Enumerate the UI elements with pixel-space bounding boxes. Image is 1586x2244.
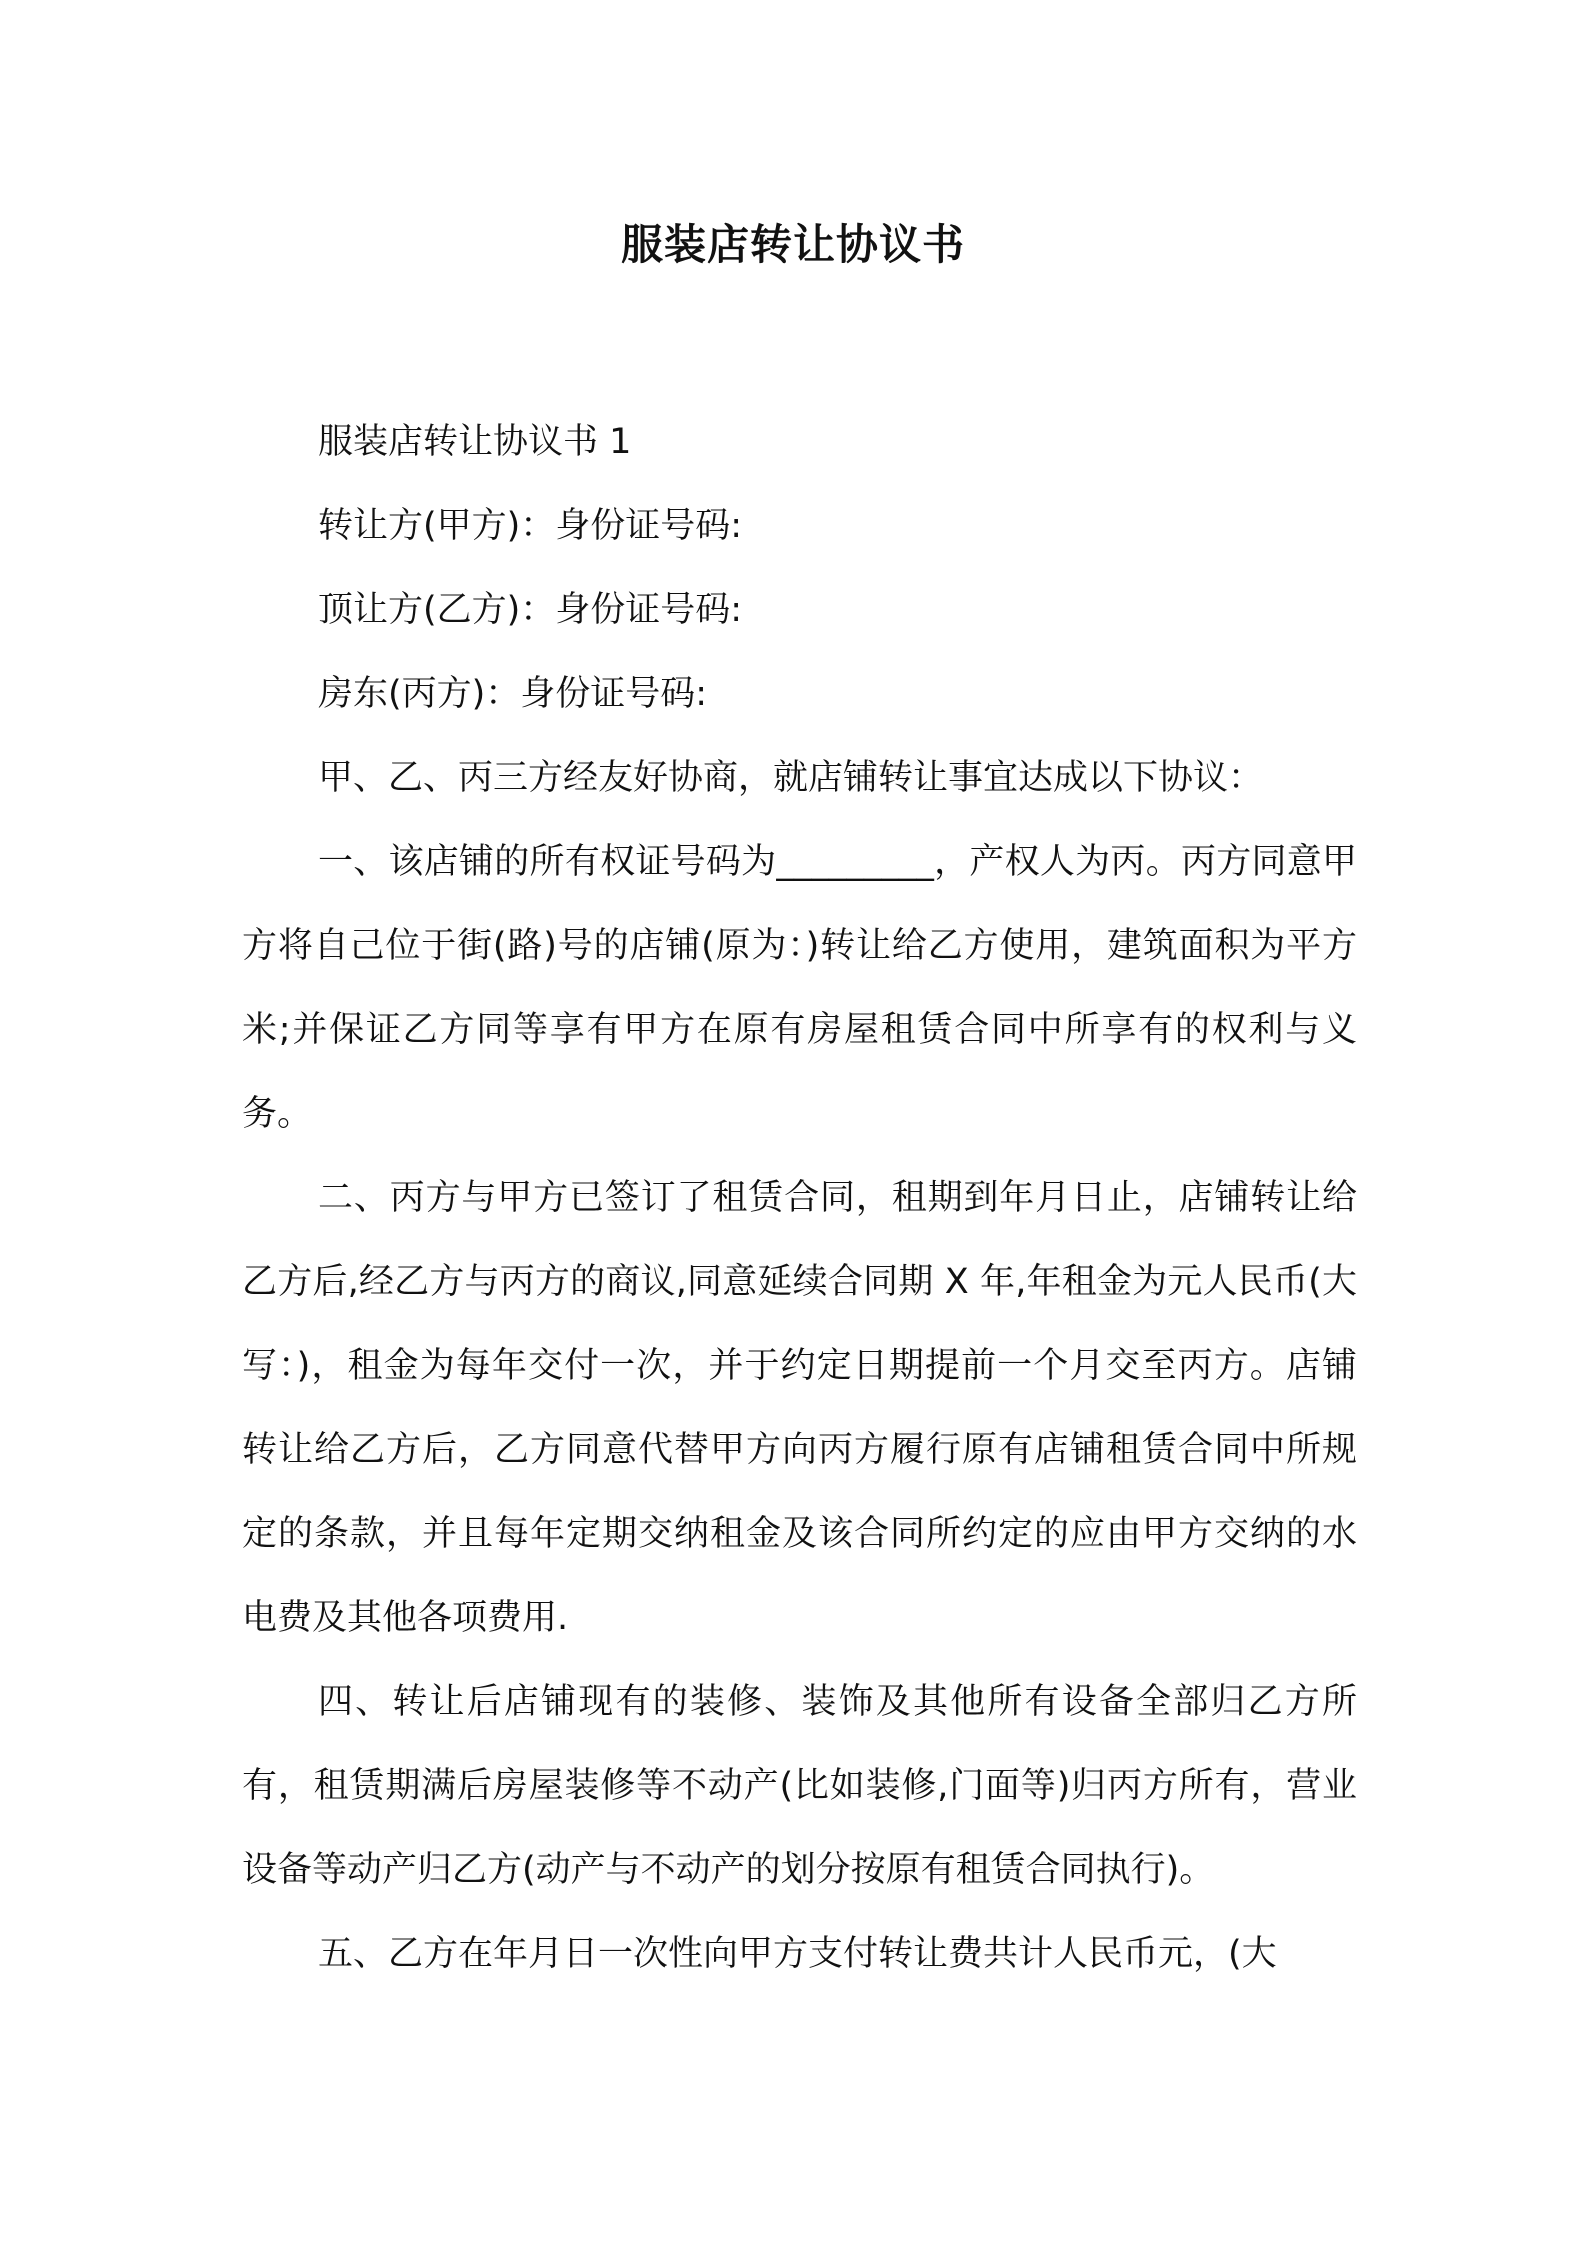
paragraph-landlord: 房东(丙方)：身份证号码:	[318, 674, 708, 714]
paragraph-clause-5: 五、乙方在年月日一次性向甲方支付转让费共计人民币元，(大	[318, 1934, 1277, 1974]
document-title: 服装店转让协议书	[620, 220, 965, 269]
paragraph-clause-1: 一、该店铺的所有权证号码为_________，产权人为丙。丙方同意甲方将自己位于街(路)号的店铺(原为：)转让给乙方使用，建筑面积为平方米;并保证乙方同等享有甲方在原有房屋租赁合同中所享有的权利与义务。	[242, 842, 1357, 1134]
paragraph-party-a: 转让方(甲方)：身份证号码:	[318, 506, 743, 546]
paragraph-agreement-intro: 甲、乙、丙三方经友好协商，就店铺转让事宜达成以下协议：	[318, 758, 1264, 798]
paragraph-party-b: 顶让方(乙方)：身份证号码:	[318, 590, 743, 630]
paragraph-clause-2: 二、丙方与甲方已签订了租赁合同，租期到年月日止，店铺转让给乙方后,经乙方与丙方的商议,同意延续合同期 X 年,年租金为元人民币(大写：)，租金为每年交付一次，并于约定日期提前一个月交至丙方。店铺转让给乙方后，乙方同意代替甲方向丙方履行原有店铺租赁合同中所规定的条款，并且每年定期交纳租金及该合同所约定的应由甲方交纳的水电费及其他各项费用.	[242, 1178, 1357, 1638]
document-body	[242, 400, 1357, 1996]
paragraph-clause-4: 四、转让后店铺现有的装修、装饰及其他所有设备全部归乙方所有，租赁期满后房屋装修等不动产(比如装修,门面等)归丙方所有，营业设备等动产归乙方(动产与不动产的划分按原有租赁合同执行)。	[242, 1682, 1357, 1890]
paragraph-heading: 服装店转让协议书 1	[318, 422, 632, 462]
